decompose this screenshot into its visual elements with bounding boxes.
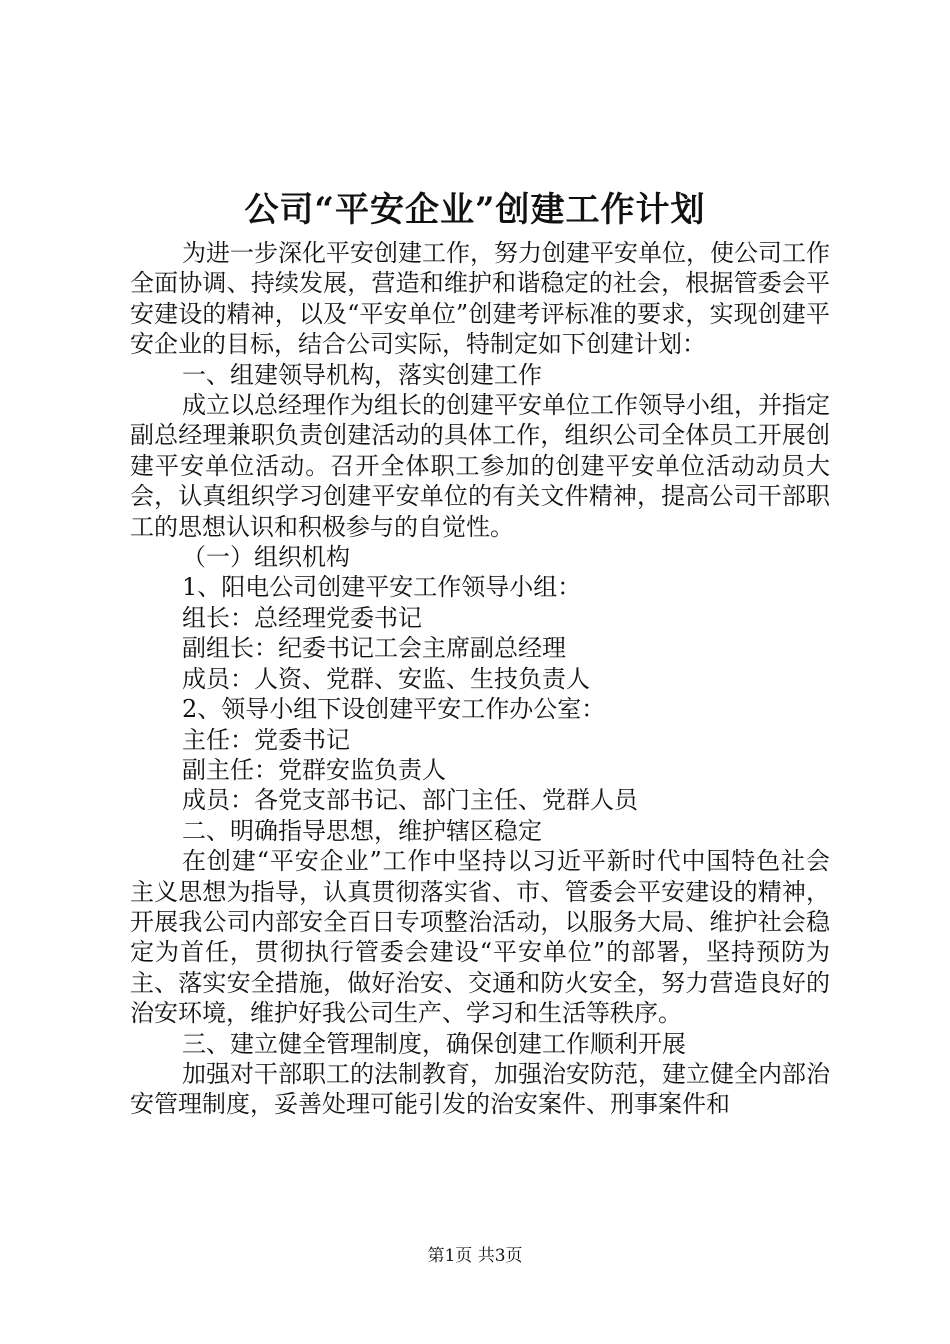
- list-item: 主任：党委书记: [182, 725, 350, 754]
- heading-section-3: 三、建立健全管理制度，确保创建工作顺利开展: [182, 1029, 686, 1058]
- document-body: [130, 238, 830, 1120]
- list-item: 副组长：纪委书记工会主席副总经理: [182, 634, 566, 663]
- subheading-organization: （一）组织机构: [182, 543, 350, 572]
- heading-section-1: 一、组建领导机构，落实创建工作: [182, 360, 542, 389]
- list-item: 成员：人资、党群、安监、生技负责人: [182, 664, 590, 693]
- list-item: 组长：总经理党委书记: [182, 603, 422, 632]
- paragraph-section-1: 成立以总经理作为组长的创建平安单位工作领导小组，并指定副总经理兼职负责创建活动的具体工作，组织公司全体员工开展创建平安单位活动。召开全体职工参加的创建平安单位活动动员大会，认真组织学习创建平安单位的有关文件精神，提高公司干部职工的思想认识和积极参与的自觉性。: [130, 391, 830, 541]
- document-title: 公司“平安企业”创建工作计划: [244, 190, 706, 230]
- heading-section-2: 二、明确指导思想，维护辖区稳定: [182, 816, 542, 845]
- list-item: 副主任：党群安监负责人: [182, 755, 446, 784]
- list-item: 1、阳电公司创建平安工作领导小组：: [182, 573, 582, 602]
- paragraph-section-3: 加强对干部职工的法制教育，加强治安防范，建立健全内部治安管理制度，妥善处理可能引发的治安案件、刑事案件和: [130, 1059, 830, 1119]
- page-footer: 第1页 共3页: [427, 1246, 523, 1266]
- paragraph-intro: 为进一步深化平安创建工作，努力创建平安单位，使公司工作全面协调、持续发展，营造和维护和谐稳定的社会，根据管委会平安建设的精神，以及“平安单位”创建考评标准的要求，实现创建平安企业的目标，结合公司实际，特制定如下创建计划：: [130, 239, 830, 359]
- list-item: 2、领导小组下设创建平安工作办公室：: [182, 695, 606, 724]
- list-item: 成员：各党支部书记、部门主任、党群人员: [182, 786, 638, 815]
- paragraph-section-2: 在创建“平安企业”工作中坚持以习近平新时代中国特色社会主义思想为指导，认真贯彻落实省、市、管委会平安建设的精神，开展我公司内部安全百日专项整治活动，以服务大局、维护社会稳定为首任，贯彻执行管委会建设“平安单位”的部署，坚持预防为主、落实安全措施，做好治安、交通和防火安全，努力营造良好的治安环境，维护好我公司生产、学习和生活等秩序。: [130, 847, 830, 1028]
